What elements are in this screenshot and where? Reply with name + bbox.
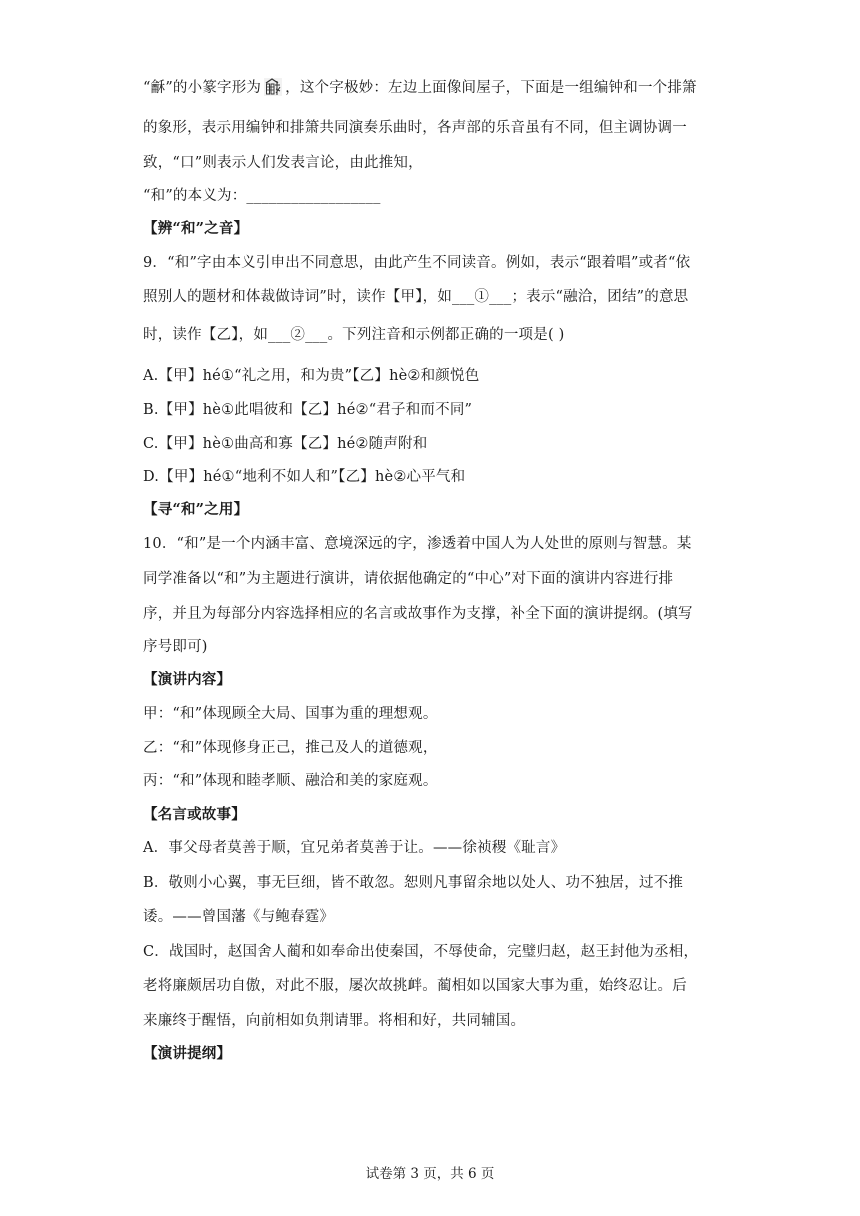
q10-line-3: 序，并且为每部分内容选择相应的名言或故事作为支撑，补全下面的演讲提纲。(填写 <box>143 606 693 622</box>
quotes-heading: 【名言或故事】 <box>143 806 246 823</box>
quote-c-line-1: C．战国时，赵国舍人蔺和如奉命出使秦国，不辱使命，完璧归赵，赵王封他为丞相， <box>143 944 699 960</box>
quote-b-line-1: B．敬则小心翼，事无巨细，皆不敢忽。恕则凡事留余地以处人、功不独居，过不推 <box>143 875 684 891</box>
intro-line-4: “和”的本义为：__________________ <box>143 188 381 204</box>
quote-c-line-3: 来廉终于醒悟，向前相如负荆请罪。将相和好，共同辅国。 <box>143 1013 526 1029</box>
intro-text-a: “龢”的小篆字形为 <box>143 80 262 96</box>
speech-content-item-yi: 乙：“和”体现修身正己，推己及人的道德观， <box>143 740 438 756</box>
q10-line-4: 序号即可) <box>143 639 208 655</box>
quote-b-line-2: 诿。——曾国藩《与鲍春霆》 <box>143 909 335 925</box>
q10-line-1: 10．“和”是一个内涵丰富、意境深远的字，渗透着中国人为人处世的原则与智慧。某 <box>143 536 692 552</box>
speech-content-heading: 【演讲内容】 <box>143 671 232 688</box>
quote-a: A．事父母者莫善于顺，宜兄弟者莫善于让。——徐祯稷《耻言》 <box>143 840 566 856</box>
speech-content-item-bing: 丙：“和”体现和睦孝顺、融洽和美的家庭观。 <box>143 773 438 789</box>
q9-line-2: 照别人的题材和体裁做诗词”时，读作【甲】，如___①___；表示“融洽，团结”的意思 <box>143 289 689 305</box>
q9-line-1: 9．“和”字由本义引申出不同意思，由此产生不同读音。例如，表示“跟着唱”或者“依 <box>143 255 691 271</box>
outline-heading: 【演讲提纲】 <box>143 1045 232 1062</box>
q9-line-3: 时，读作【乙】，如___②___。下列注音和示例都正确的一项是( ) <box>143 327 565 343</box>
seal-script-he-icon <box>263 77 283 97</box>
page-footer: 试卷第 3 页，共 6 页 <box>365 1166 495 1182</box>
intro-text-b: ，这个字极妙：左边上面像间屋子，下面是一组编钟和一个排箫 <box>285 80 697 96</box>
q9-option-c: C.【甲】hè①曲高和寡【乙】hé②随声附和 <box>143 436 428 452</box>
q9-option-d: D.【甲】hé①“地利不如人和”【乙】hè②心平气和 <box>143 469 466 485</box>
speech-content-item-jia: 甲：“和”体现顾全大局、国事为重的理想观。 <box>143 706 438 722</box>
section-heading-sound: 【辨“和”之音】 <box>143 220 249 237</box>
intro-line-2: 的象形，表示用编钟和排箫共同演奏乐曲时，各声部的乐音虽有不同，但主调协调一 <box>143 120 687 136</box>
q9-option-a: A.【甲】hé①“礼之用，和为贵”【乙】hè②和颜悦色 <box>143 368 480 384</box>
q10-line-2: 同学准备以“和”为主题进行演讲，请依据他确定的“中心”对下面的演讲内容进行排 <box>143 571 674 587</box>
intro-line-1 <box>143 77 723 98</box>
quote-c-line-2: 老将廉颇居功自傲，对此不服，屡次故挑衅。蔺相如以国家大事为重，始终忍让。后 <box>143 978 687 994</box>
section-heading-use: 【寻“和”之用】 <box>143 501 249 518</box>
q9-option-b: B.【甲】hè①此唱彼和【乙】hé②“君子和而不同” <box>143 402 473 418</box>
intro-line-3: 致，“口”则表示人们发表言论，由此推知， <box>143 155 423 171</box>
